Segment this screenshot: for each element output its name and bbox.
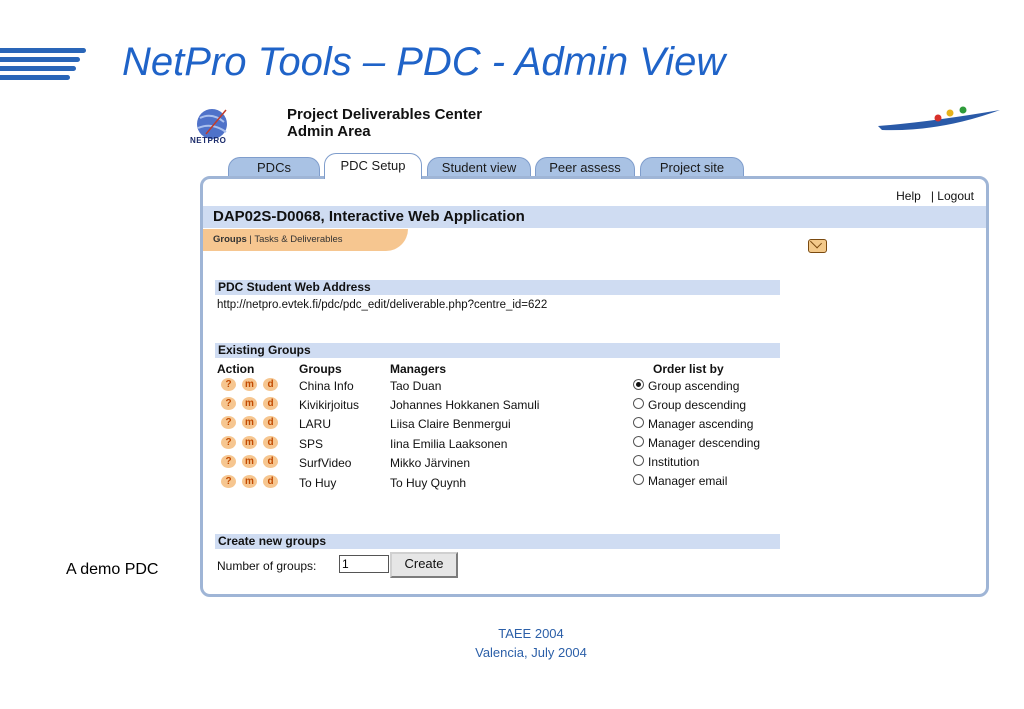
order-list-title: Order list by [653, 362, 724, 376]
app-heading-line1: Project Deliverables Center [287, 106, 483, 123]
delete-group-button[interactable]: d [263, 455, 278, 468]
group-manager: Iina Emilia Laaksonen [390, 437, 508, 451]
tab-pdcs[interactable]: PDCs [228, 157, 320, 178]
subnav-separator: | [249, 234, 252, 245]
modify-group-button[interactable]: m [242, 416, 257, 429]
group-name: Kivikirjoitus [299, 398, 360, 412]
modify-group-button[interactable]: m [242, 397, 257, 410]
page-title-bar [203, 206, 986, 228]
tab-project-site[interactable]: Project site [640, 157, 744, 178]
radio-icon[interactable] [633, 398, 644, 409]
group-name: LARU [299, 417, 332, 431]
column-action: Action [217, 362, 255, 376]
column-groups: Groups [299, 362, 342, 376]
group-name: To Huy [299, 476, 337, 490]
app-heading [287, 106, 482, 140]
footer-event: TAEE 2004 [498, 626, 564, 641]
partner-swoosh-logo-icon [860, 100, 1010, 145]
group-manager: Tao Duan [390, 379, 442, 393]
page-title: DAP02S-D0068, Interactive Web Application [213, 208, 525, 225]
group-name: SPS [299, 437, 324, 451]
delete-group-button[interactable]: d [263, 397, 278, 410]
order-option[interactable]: Manager ascending [633, 417, 753, 431]
help-link[interactable]: Help [896, 189, 921, 203]
tab-student-view[interactable]: Student view [427, 157, 531, 178]
top-links [896, 189, 974, 203]
modify-group-button[interactable]: m [242, 436, 257, 449]
order-option[interactable]: Group ascending [633, 379, 739, 393]
delete-group-button[interactable]: d [263, 416, 278, 429]
number-of-groups-label: Number of groups: [217, 559, 317, 573]
group-name: SurfVideo [299, 456, 352, 470]
order-option[interactable]: Manager descending [633, 436, 760, 450]
slide-title: NetPro Tools – PDC - Admin View [122, 40, 726, 84]
create-groups-heading: Create new groups [215, 534, 780, 549]
modify-group-button[interactable]: m [242, 455, 257, 468]
footer-location-date: Valencia, July 2004 [475, 645, 587, 660]
group-manager: Johannes Hokkanen Samuli [390, 398, 540, 412]
modify-group-button[interactable]: m [242, 475, 257, 488]
student-address-heading: PDC Student Web Address [215, 280, 780, 295]
logout-link[interactable]: Logout [937, 189, 974, 203]
sub-navigation [203, 229, 408, 251]
radio-icon[interactable] [633, 417, 644, 428]
envelope-icon[interactable] [808, 239, 827, 253]
title-decoration-lines [0, 46, 90, 82]
view-group-button[interactable]: ? [221, 455, 236, 468]
delete-group-button[interactable]: d [263, 436, 278, 449]
pdc-admin-window [190, 100, 990, 600]
create-button[interactable]: Create [390, 552, 458, 578]
radio-icon[interactable] [633, 474, 644, 485]
delete-group-button[interactable]: d [263, 475, 278, 488]
number-of-groups-input[interactable] [339, 555, 389, 573]
order-option[interactable]: Institution [633, 455, 699, 469]
group-manager: Liisa Claire Benmergui [390, 417, 511, 431]
tab-peer-assess[interactable]: Peer assess [535, 157, 635, 178]
netpro-logo-text: NETPRO [190, 136, 227, 145]
app-heading-line2: Admin Area [287, 123, 371, 140]
view-group-button[interactable]: ? [221, 436, 236, 449]
order-option[interactable]: Group descending [633, 398, 746, 412]
modify-group-button[interactable]: m [242, 378, 257, 391]
group-manager: To Huy Quynh [390, 476, 467, 490]
subnav-tasks-link[interactable]: Tasks & Deliverables [254, 234, 343, 245]
radio-icon[interactable] [633, 455, 644, 466]
column-managers: Managers [390, 362, 447, 376]
demo-caption: A demo PDC [66, 561, 159, 578]
existing-groups-heading: Existing Groups [215, 343, 780, 358]
content-panel [200, 176, 989, 597]
tab-pdc-setup[interactable]: PDC Setup [324, 153, 422, 179]
delete-group-button[interactable]: d [263, 378, 278, 391]
group-name: China Info [299, 379, 354, 393]
radio-selected-icon[interactable] [633, 379, 644, 390]
student-address-url: http://netpro.evtek.fi/pdc/pdc_edit/deliverable.php?centre_id=622 [217, 299, 548, 311]
group-manager: Mikko Järvinen [390, 456, 471, 470]
link-separator: | [930, 189, 934, 203]
view-group-button[interactable]: ? [221, 378, 236, 391]
order-option[interactable]: Manager email [633, 474, 727, 488]
radio-icon[interactable] [633, 436, 644, 447]
view-group-button[interactable]: ? [221, 475, 236, 488]
subnav-groups-link[interactable]: Groups [213, 234, 247, 245]
view-group-button[interactable]: ? [221, 416, 236, 429]
view-group-button[interactable]: ? [221, 397, 236, 410]
